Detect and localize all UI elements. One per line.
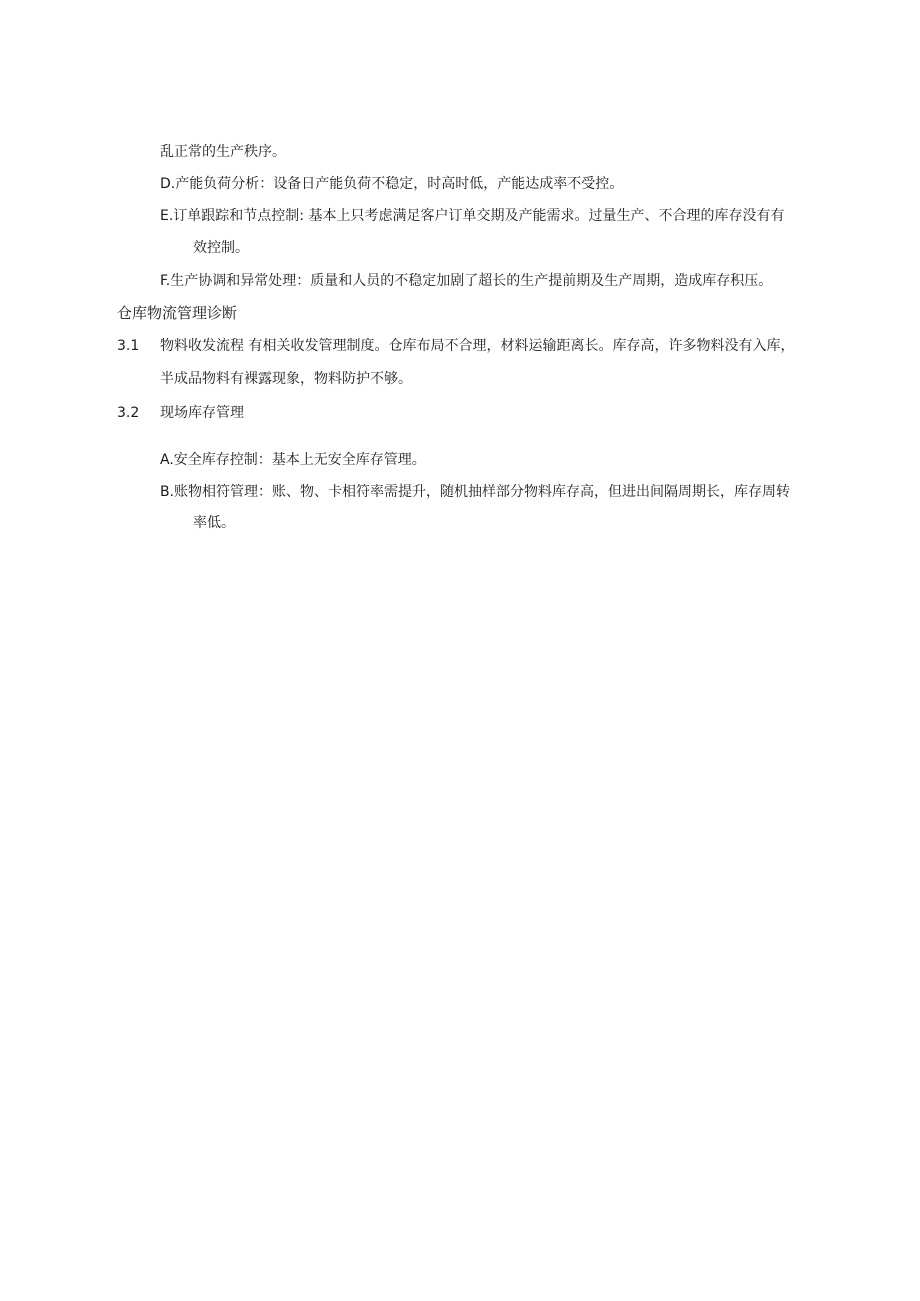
item-a-safety-stock: A.安全库存控制：基本上无安全库存管理。 <box>160 452 426 468</box>
item-f-production-coordination: F.生产协调和异常处理：质量和人员的不稳定加剧了超长的生产提前期及生产周期，造成库存积压。 <box>160 273 773 289</box>
subsection-3-1-number: 3.1 <box>117 338 140 354</box>
item-b-account-match-line2: 率低。 <box>193 515 235 531</box>
item-e-order-tracking-line1: E.订单跟踪和节点控制: 基本上只考虑满足客户订单交期及产能需求。过量生产、不合理的库存没有有 <box>160 208 785 224</box>
subsection-3-1-line2: 半成品物料有裸露现象，物料防护不够。 <box>160 371 412 387</box>
item-b-account-match-line1: B.账物相符管理：账、物、卡相符率需提升，随机抽样部分物料库存高，但进出间隔周期长，库存周转 <box>160 484 791 500</box>
item-e-order-tracking-line2: 效控制。 <box>193 240 249 256</box>
subsection-3-1-line1: 物料收发流程 有相关收发管理制度。仓库布局不合理，材料运输距离长。库存高，许多物料没有入库， <box>160 338 795 354</box>
section-3-heading: 仓库物流管理诊断 <box>117 304 238 322</box>
item-d-capacity-load: D.产能负荷分析：设备日产能负荷不稳定，时高时低，产能达成率不受控。 <box>160 176 624 192</box>
subsection-3-2-title: 现场库存管理 <box>160 405 244 421</box>
paragraph-c-continuation: 乱正常的生产秩序。 <box>160 144 286 160</box>
subsection-3-2-number: 3.2 <box>117 405 140 421</box>
